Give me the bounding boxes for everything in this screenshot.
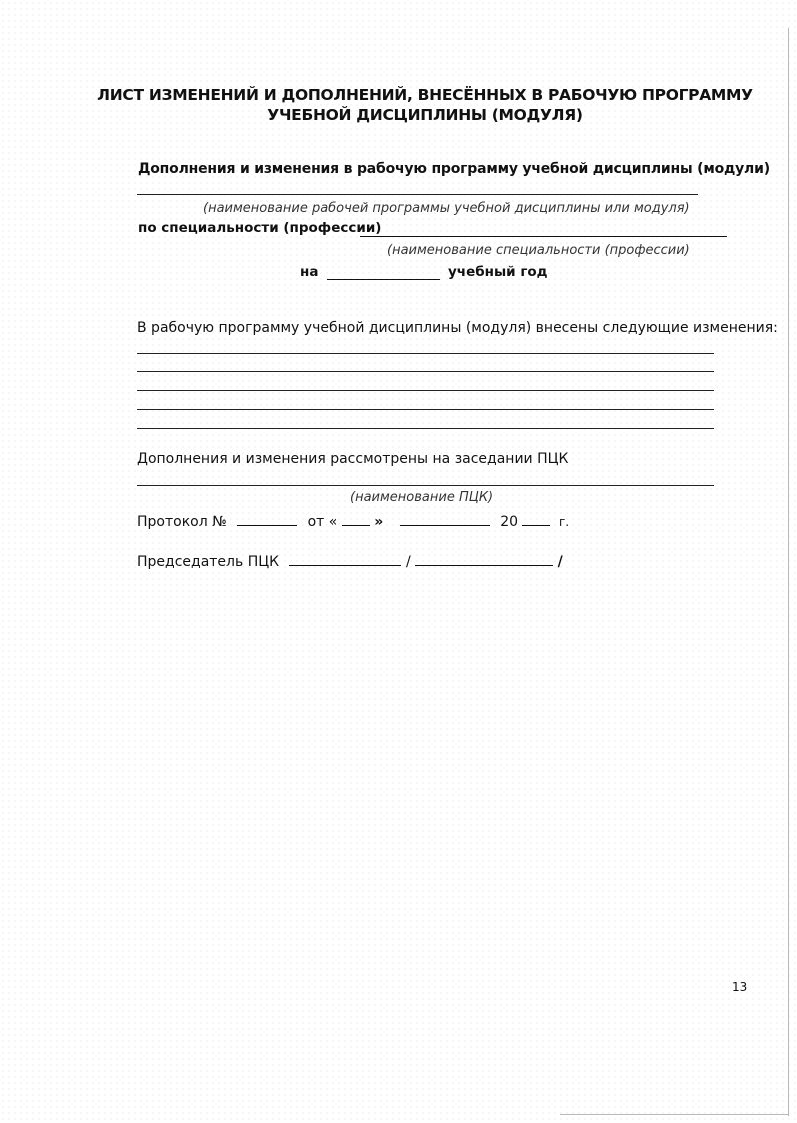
changes-line-4 <box>137 409 714 410</box>
specialty-line <box>360 236 727 237</box>
additions-heading: Дополнения и изменения в рабочую программу учебной дисциплины (модули) <box>138 161 770 177</box>
changes-intro: В рабочую программу учебной дисциплины (модуля) внесены следующие изменения: <box>137 320 778 336</box>
chairman-slash-2: / <box>557 554 563 570</box>
chairman-name-field <box>415 551 553 566</box>
changes-line-5 <box>137 428 714 429</box>
title-line-1: ЛИСТ ИЗМЕНЕНИЙ И ДОПОЛНЕНИЙ, ВНЕСЁННЫХ В РАБОЧУЮ ПРОГРАММУ <box>97 86 753 104</box>
reviewed-text: Дополнения и изменения рассмотрены на заседании ПЦК <box>137 451 569 467</box>
protocol-row <box>137 511 569 530</box>
protocol-close-quote: » <box>374 514 384 530</box>
year-prefix: на <box>300 264 319 280</box>
page-edge-bottom <box>560 1114 789 1115</box>
protocol-day-field <box>342 511 370 526</box>
protocol-year-field <box>522 511 550 526</box>
specialty-label: по специальности (профессии) <box>138 220 382 236</box>
protocol-from: от « <box>307 514 338 530</box>
chairman-row <box>137 551 563 570</box>
title-line-2: УЧЕБНОЙ ДИСЦИПЛИНЫ (МОДУЛЯ) <box>267 106 583 124</box>
changes-line-1 <box>137 353 714 354</box>
program-name-hint: (наименование рабочей программы учебной дисциплины или модуля) <box>203 201 690 216</box>
year-line <box>327 279 440 280</box>
protocol-label: Протокол № <box>137 514 227 530</box>
protocol-year-prefix: 20 <box>500 514 519 530</box>
page-edge-right <box>788 28 789 1116</box>
page-number: 13 <box>732 980 748 994</box>
protocol-number-field <box>237 511 297 526</box>
pck-hint: (наименование ПЦК) <box>350 490 494 505</box>
protocol-year-suffix: г. <box>558 515 570 529</box>
pck-name-line <box>137 485 714 486</box>
specialty-hint: (наименование специальности (профессии) <box>387 243 690 258</box>
year-suffix: учебный год <box>448 264 548 280</box>
changes-line-3 <box>137 390 714 391</box>
chairman-label: Председатель ПЦК <box>137 554 280 570</box>
protocol-month-field <box>400 511 490 526</box>
chairman-signature-field <box>289 551 401 566</box>
changes-line-2 <box>137 371 714 372</box>
program-name-line <box>137 194 698 195</box>
chairman-slash-1: / <box>405 554 411 570</box>
